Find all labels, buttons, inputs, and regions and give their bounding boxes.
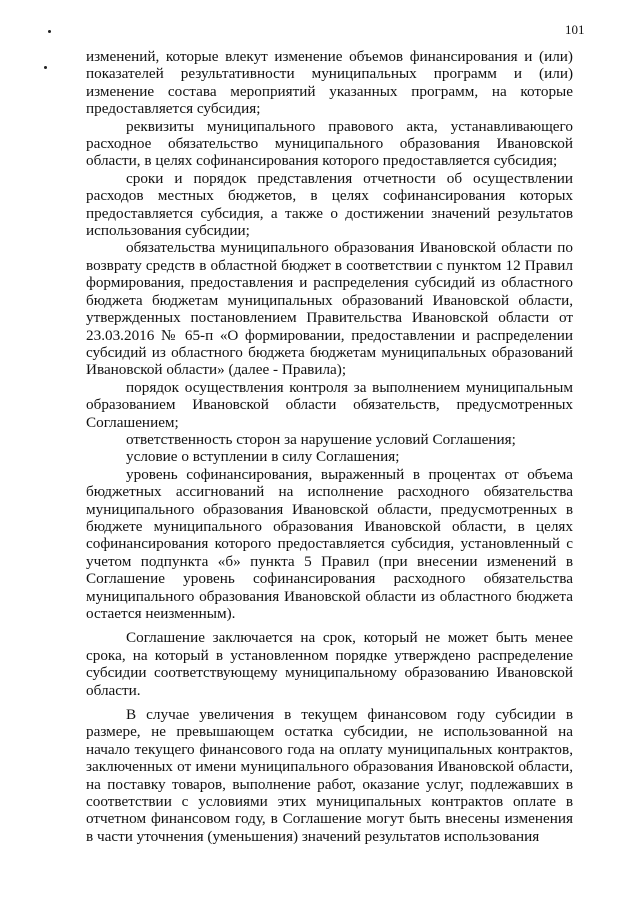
paragraph-agreement-term: Соглашение заключается на срок, который не может быть менее срока, на который в установленном порядке утверждено распределение субсидии соответствующему муниципальному образованию Ивановской области.	[86, 629, 573, 699]
paragraph-entry-into-force: условие о вступлении в силу Соглашения;	[126, 448, 400, 466]
paragraph-cofinancing-level: уровень софинансирования, выраженный в процентах от объема бюджетных ассигнований на исполнение расходного обязательства муниципального образования Ивановской области, предусмотренных в бюджете муниципального образования Ивановской области, в целях софинансирования которого предоставляется субсидия, установленный с учетом подпункта «б» пункта 5 Правил (при внесении изменений в Соглашение уровень софинансирования расходного обязательства муниципального образования Ивановской области из областного бюджета остается неизменным).	[86, 465, 573, 622]
paragraph-responsibility: ответственность сторон за нарушение условий Соглашения;	[126, 430, 516, 448]
paragraph-reporting: сроки и порядок представления отчетности об осуществлении расходов местных бюджетов, в целях софинансирования которых предоставляется субсидия, а также о достижении значений результатов использования субсидии;	[86, 169, 573, 240]
scan-mark	[44, 66, 47, 69]
document-body	[86, 48, 573, 845]
paragraph-obligations: обязательства муниципального образования Ивановской области по возврату средств в областной бюджет в соответствии с пунктом 12 Правил формирования, предоставления и распределения субсидий из областного бюджета бюджетам муниципальных образований Ивановской области, утвержденных постановлением Правительства Ивановской области от 23.03.2016 № 65-п «О формировании, предоставлении и распределении субсидий из областного бюджета бюджетам муниципальных образований Ивановской области» (далее - Правила);	[86, 239, 573, 379]
page-number: 101	[565, 22, 585, 37]
scan-mark	[48, 30, 51, 33]
paragraph-subsidy-increase: В случае увеличения в текущем финансовом году субсидии в размере, не превышающем остатка субсидии, не использованной на начало текущего финансового года на оплату муниципальных контрактов, заключенных от имени муниципального образования Ивановской области, на поставку товаров, выполнение работ, оказание услуг, подлежавших в соответствии с условиями этих муниципальных контрактов оплате в отчетном финансовом году, в Соглашение могут быть внесены изменения в части уточнения (уменьшения) значений результатов использования	[86, 706, 573, 845]
paragraph-control: порядок осуществления контроля за выполнением муниципальным образованием Ивановской области обязательств, предусмотренных Соглашением;	[86, 378, 573, 431]
paragraph-requisites: реквизиты муниципального правового акта, устанавливающего расходное обязательство муниципального образования Ивановской области, в целях софинансирования которого предоставляется субсидия;	[86, 117, 573, 170]
paragraph-continuation: изменений, которые влекут изменение объемов финансирования и (или) показателей результативности муниципальных программ и (или) изменение состава мероприятий указанных программ, на которые предоставляется субсидия;	[86, 48, 573, 118]
